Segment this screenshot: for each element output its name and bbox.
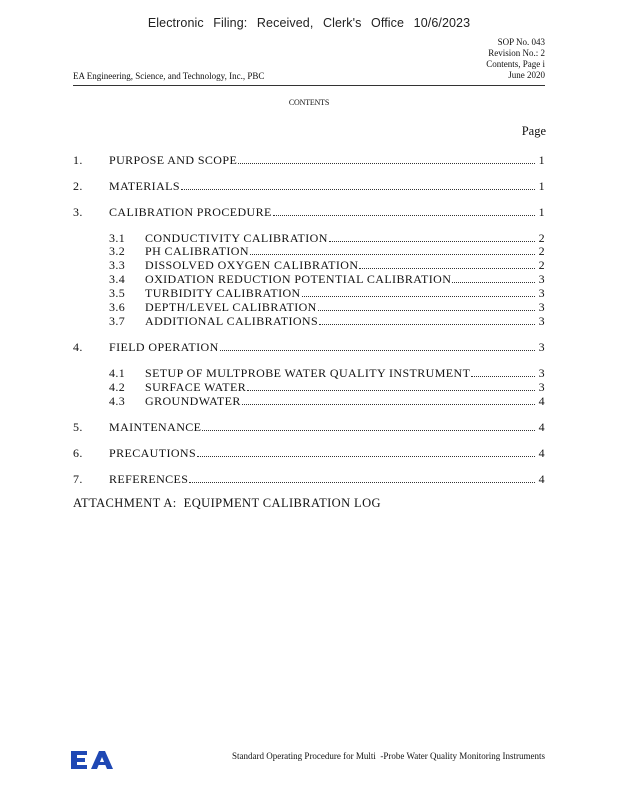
toc-entry-page: 3 xyxy=(538,340,545,354)
toc-entry-page: 2 xyxy=(538,258,545,272)
toc-entry-page: 3 xyxy=(538,314,545,328)
toc-dot-leader xyxy=(250,253,535,255)
document-date: June 2020 xyxy=(508,70,545,80)
toc-dot-leader xyxy=(220,349,535,351)
toc-entry-number: 3.6 xyxy=(109,300,126,314)
document-header xyxy=(73,37,545,86)
toc-dot-leader xyxy=(471,375,535,377)
toc-entry-page: 3 xyxy=(538,366,545,380)
toc-entry xyxy=(73,258,545,272)
toc-entry-page: 1 xyxy=(538,179,545,193)
toc-entry-label: ADDITIONAL CALIBRATIONS xyxy=(145,314,319,328)
toc-entry-label: GROUNDWATER xyxy=(145,394,241,408)
toc-entry-page: 4 xyxy=(538,394,545,408)
toc-entry-label: FIELD OPERATION xyxy=(109,340,219,354)
toc-entry-label: REFERENCES xyxy=(109,472,189,486)
attachment-line: ATTACHMENT A: EQUIPMENT CALIBRATION LOG xyxy=(73,496,381,510)
toc-entry-label: DISSOLVED OXYGEN CALIBRATION xyxy=(145,258,359,272)
toc-entry xyxy=(73,472,545,486)
toc-dot-leader xyxy=(181,188,535,190)
toc-entry-number: 3.7 xyxy=(109,314,126,328)
toc-entry xyxy=(73,244,545,258)
page-column-label: Page xyxy=(521,124,546,138)
toc-entry-label: OXIDATION REDUCTION POTENTIAL CALIBRATION xyxy=(145,272,452,286)
toc-entry-label: CONDUCTIVITY CALIBRATION xyxy=(145,231,328,245)
electronic-filing-stamp: Electronic Filing: Received, Clerk's Office 10/6/2023 xyxy=(147,16,471,30)
toc-dot-leader xyxy=(452,281,535,283)
toc-entry-number: 3.1 xyxy=(109,231,126,245)
toc-entry-page: 4 xyxy=(538,472,545,486)
document-meta xyxy=(486,37,545,81)
toc-dot-leader xyxy=(242,403,535,405)
toc-dot-leader xyxy=(189,481,535,483)
toc-entry xyxy=(73,231,545,245)
toc-entry-page: 4 xyxy=(538,420,545,434)
toc-dot-leader xyxy=(197,455,535,457)
ea-logo-icon xyxy=(71,749,113,771)
toc-entry xyxy=(73,179,545,193)
sop-number: SOP No. 043 xyxy=(497,37,545,47)
toc-entry-page: 3 xyxy=(538,286,545,300)
toc-entry xyxy=(73,420,545,434)
toc-entry-label: PRECAUTIONS xyxy=(109,446,197,460)
toc-entry-number: 4.1 xyxy=(109,366,126,380)
company-name: EA Engineering, Science, and Technology, Inc., PBC xyxy=(73,71,265,81)
toc-entry xyxy=(73,380,545,394)
revision-number: Revision No.: 2 xyxy=(488,48,545,58)
toc-entry-label: MATERIALS xyxy=(109,179,180,193)
toc-entry xyxy=(73,314,545,328)
toc-entry-number: 3.2 xyxy=(109,244,126,258)
toc-entry-label: SURFACE WATER xyxy=(145,380,247,394)
toc-dot-leader xyxy=(202,429,535,431)
toc-entry xyxy=(73,286,545,300)
toc-entry-label: SETUP OF MULTPROBE WATER QUALITY INSTRUMENT xyxy=(145,366,471,380)
toc-entry-label: PH CALIBRATION xyxy=(145,244,249,258)
toc-dot-leader xyxy=(319,323,535,325)
toc-entry xyxy=(73,300,545,314)
toc-dot-leader xyxy=(247,389,535,391)
toc-entry-label: CALIBRATION PROCEDURE xyxy=(109,205,272,219)
toc-entry-number: 3.5 xyxy=(109,286,126,300)
toc-entry xyxy=(73,446,545,460)
toc-entry-number: 3.4 xyxy=(109,272,126,286)
toc-entry xyxy=(73,366,545,380)
toc-entry-page: 4 xyxy=(538,446,545,460)
toc-entry-page: 3 xyxy=(538,380,545,394)
contents-page-number: Contents, Page i xyxy=(486,59,545,69)
toc-entry-number: 4.3 xyxy=(109,394,126,408)
toc-entry-number: 6. xyxy=(73,446,83,460)
contents-title: CONTENTS xyxy=(288,98,330,107)
toc-entry-number: 3. xyxy=(73,205,83,219)
toc-entry-page: 2 xyxy=(538,231,545,245)
toc-dot-leader xyxy=(359,267,535,269)
toc-entry xyxy=(73,153,545,167)
toc-entry-label: DEPTH/LEVEL CALIBRATION xyxy=(145,300,317,314)
toc-entry xyxy=(73,272,545,286)
toc-entry-page: 2 xyxy=(538,244,545,258)
toc-entry-page: 1 xyxy=(538,205,545,219)
toc-entry xyxy=(73,394,545,408)
toc-entry-number: 7. xyxy=(73,472,83,486)
toc-dot-leader xyxy=(273,214,535,216)
footer-document-title: Standard Operating Procedure for Multi -Probe Water Quality Monitoring Instruments xyxy=(231,751,545,761)
toc-entry-label: PURPOSE AND SCOPE xyxy=(109,153,238,167)
toc-dot-leader xyxy=(318,309,535,311)
toc-entry-number: 3.3 xyxy=(109,258,126,272)
toc-entry-label: TURBIDITY CALIBRATION xyxy=(145,286,301,300)
toc-entry xyxy=(73,340,545,354)
toc-dot-leader xyxy=(238,162,535,164)
toc-entry-number: 4. xyxy=(73,340,83,354)
toc-entry-number: 1. xyxy=(73,153,83,167)
toc-dot-leader xyxy=(302,295,535,297)
toc-entry-number: 5. xyxy=(73,420,83,434)
toc-entry-page: 3 xyxy=(538,300,545,314)
toc-entry-label: MAINTENANCE xyxy=(109,420,202,434)
toc-entry-page: 1 xyxy=(538,153,545,167)
toc-entry-page: 3 xyxy=(538,272,545,286)
toc-entry-number: 4.2 xyxy=(109,380,126,394)
toc-dot-leader xyxy=(329,240,535,242)
toc-entry xyxy=(73,205,545,219)
toc-entry-number: 2. xyxy=(73,179,83,193)
